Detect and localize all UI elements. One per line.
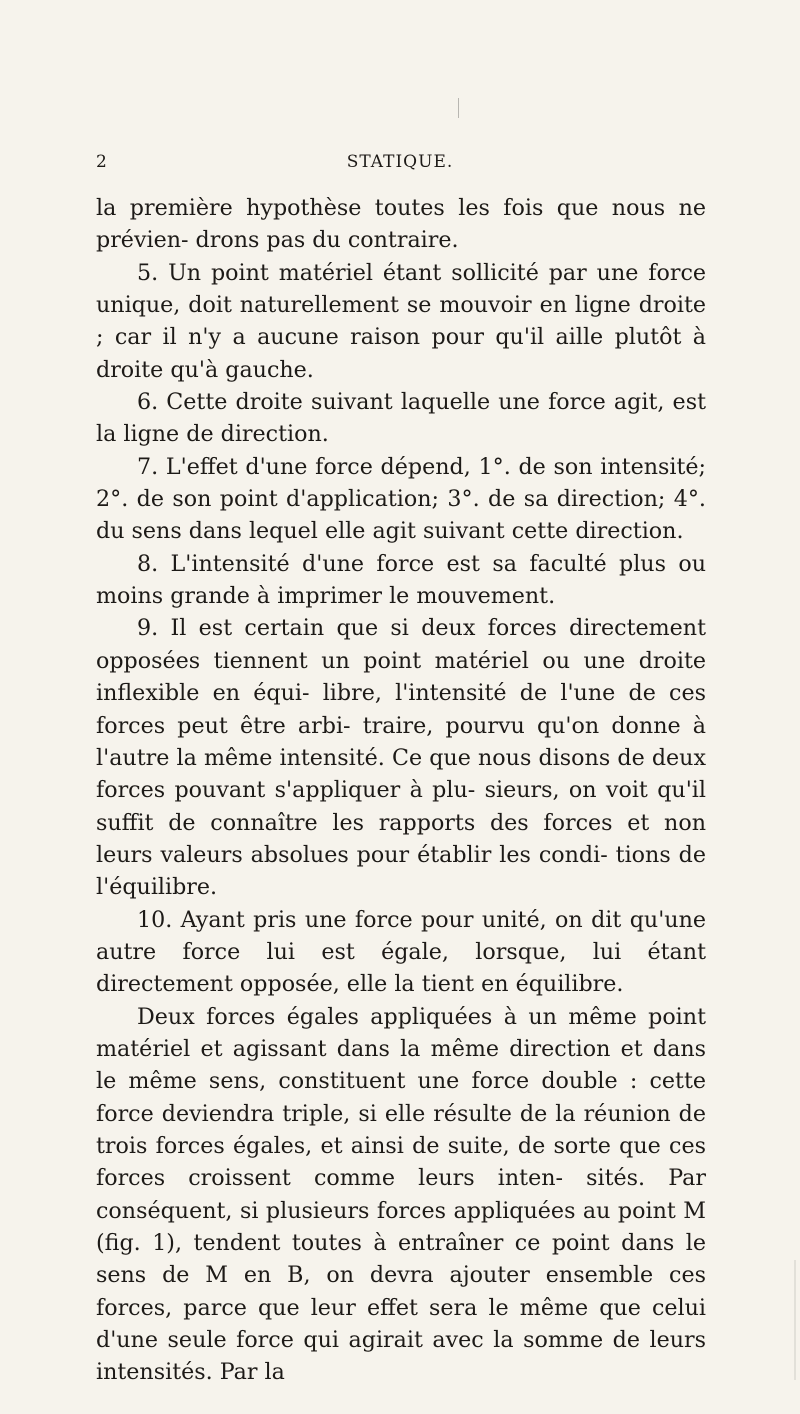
body-text [96, 192, 706, 1389]
paragraph-10: 10. Ayant pris une force pour unité, on dit qu'une autre force lui est égale, lorsque, lui étant directement opposée, elle la tient en équilibre. [96, 906, 706, 998]
paragraph-8: 8. L'intensité d'une force est sa faculté plus ou moins grande à imprimer le mouvement. [96, 550, 706, 610]
paragraph-7: 7. L'effet d'une force dépend, 1°. de son intensité; 2°. de son point d'application; 3°. de sa direction; 4°. du sens dans lequel elle agit suivant cette direction. [96, 453, 706, 545]
paragraph-forces: Deux forces égales appliquées à un même point matériel et agissant dans la même direction et dans le même sens, constituent une force double : cette force deviendra triple, si elle résulte de la réunion de trois forces égales, et ainsi de suite, de sorte que ces forces croissent comme leurs inten- sités. Par conséquent, si plusieurs forces appliquées au point M (fig. 1), tendent toutes à entraîner ce point dans le sens de M en B, on devra ajouter ensemble ces forces, parce que leur effet sera le même que celui d'une seule force qui agirait avec la somme de leurs intensités. Par la [96, 1003, 706, 1386]
page-edge-shadow [794, 1260, 796, 1380]
paragraph-continuation: la première hypothèse toutes les fois que nous ne prévien- drons pas du contraire. [96, 195, 706, 254]
running-header [96, 152, 704, 182]
page-number: 2 [96, 152, 108, 172]
top-margin-mark [458, 98, 459, 118]
paragraph-5: 5. Un point matériel étant sollicité par une force unique, doit naturellement se mouvoir en ligne droite ; car il n'y a aucune raison pour qu'il aille plutôt à droite qu'à gauche. [96, 259, 706, 383]
paragraph-9: 9. Il est certain que si deux forces directement opposées tiennent un point matériel ou une droite inflexible en équi- libre, l'intensité de l'une de ces forces peut être arbi- traire, pourvu qu'on donne à l'autre la même intensité. Ce que nous disons de deux forces pouvant s'appliquer à plu- sieurs, on voit qu'il suffit de connaître les rapports des forces et non leurs valeurs absolues pour établir les condi- tions de l'équilibre. [96, 615, 706, 901]
paragraph-6: 6. Cette droite suivant laquelle une force agit, est la ligne de direction. [96, 389, 706, 448]
running-title: STATIQUE. [346, 152, 454, 172]
